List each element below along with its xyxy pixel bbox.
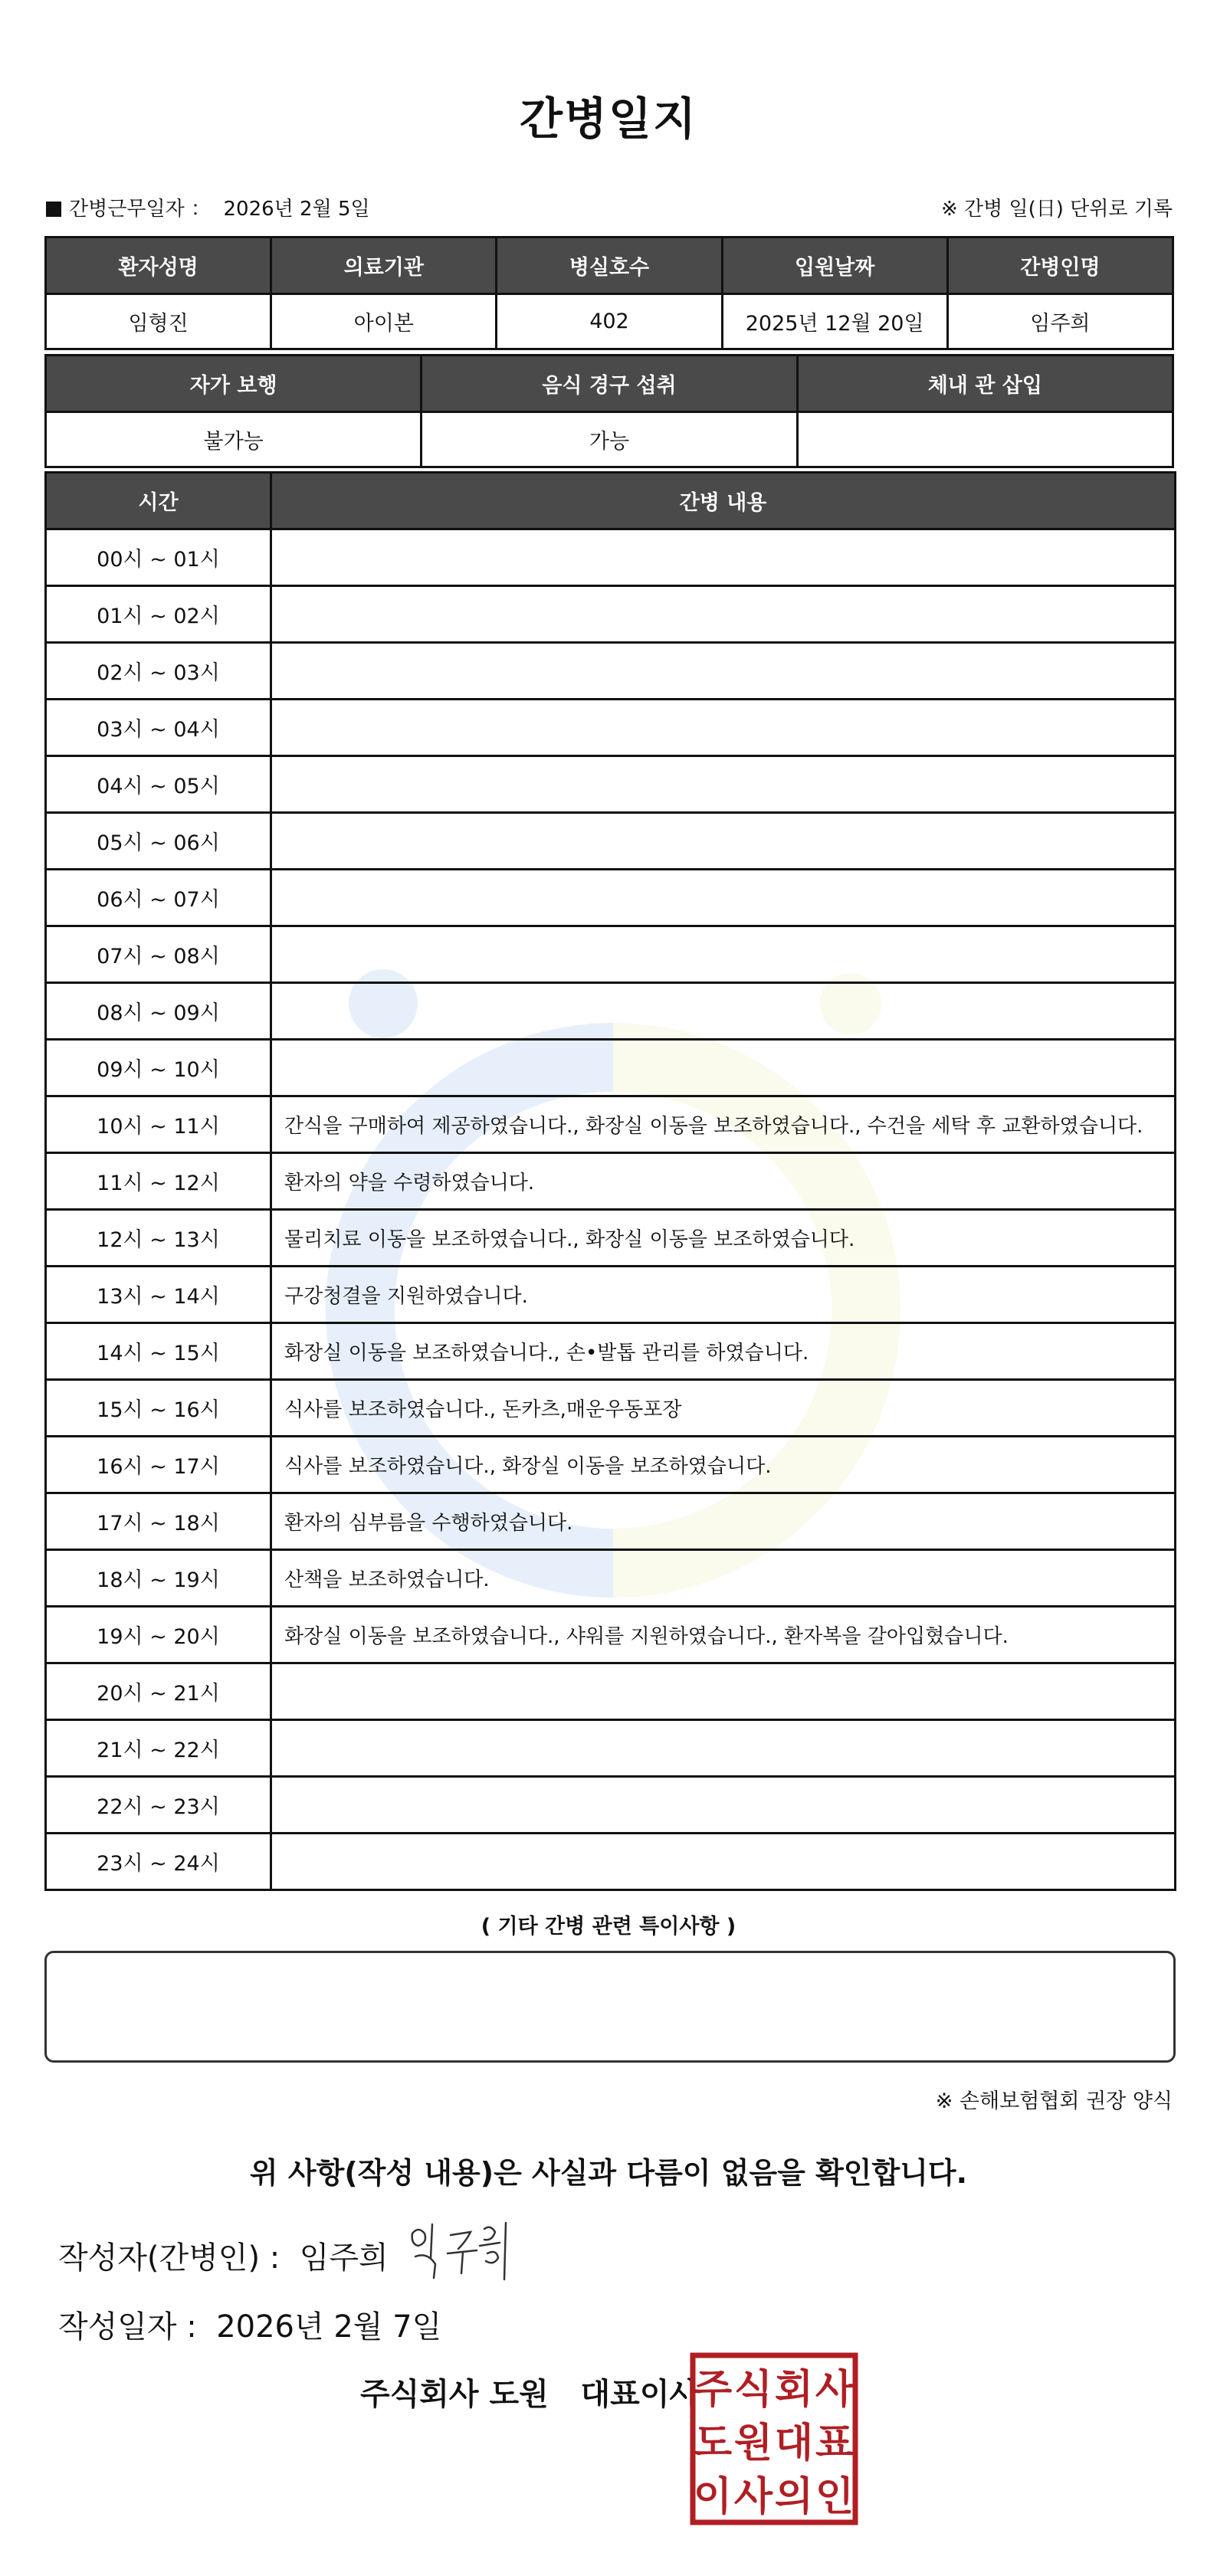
- writer-line: [58, 2234, 389, 2277]
- log-row: [46, 1493, 1176, 1550]
- log-time: 14시 ~ 15시: [46, 1323, 271, 1380]
- log-row: [46, 870, 1176, 926]
- seal-character: 주: [693, 2367, 733, 2413]
- hospital-name: 아이본: [271, 294, 497, 349]
- log-row: [46, 1777, 1176, 1834]
- log-row: [46, 586, 1176, 643]
- log-content: [271, 1834, 1176, 1890]
- log-time: 15시 ~ 16시: [46, 1380, 271, 1437]
- caregiver-name: 임주희: [947, 294, 1173, 349]
- log-row: [46, 700, 1176, 756]
- log-time: 08시 ~ 09시: [46, 983, 271, 1040]
- writer-name: 임주희: [299, 2240, 389, 2276]
- log-content: 산책을 보조하였습니다.: [271, 1550, 1176, 1607]
- seal-character: 도: [693, 2420, 733, 2466]
- header-self-walking: 자가 보행: [46, 356, 422, 412]
- log-content: 식사를 보조하였습니다., 화장실 이동을 보조하였습니다.: [271, 1437, 1176, 1493]
- patient-info-table: [44, 236, 1174, 350]
- written-date-value: 2026년 2월 7일: [216, 2309, 442, 2345]
- log-row: [46, 1437, 1176, 1493]
- log-row: [46, 1720, 1176, 1777]
- log-row: [46, 1663, 1176, 1720]
- log-time: 06시 ~ 07시: [46, 870, 271, 926]
- log-row: [46, 1267, 1176, 1323]
- log-time: 02시 ~ 03시: [46, 643, 271, 700]
- tube-insertion-value: [797, 412, 1173, 467]
- seal-character: 인: [815, 2474, 855, 2520]
- log-time: 10시 ~ 11시: [46, 1096, 271, 1153]
- log-time: 03시 ~ 04시: [46, 700, 271, 756]
- log-time: 04시 ~ 05시: [46, 756, 271, 813]
- header-admission-date: 입원날짜: [722, 238, 947, 294]
- seal-character: 회: [774, 2367, 814, 2413]
- writer-label: 작성자(간병인) :: [58, 2240, 280, 2276]
- log-row: [46, 1380, 1176, 1437]
- seal-character: 사: [815, 2367, 855, 2413]
- log-content: [271, 756, 1176, 813]
- log-time: 20시 ~ 21시: [46, 1663, 271, 1720]
- log-time: 07시 ~ 08시: [46, 926, 271, 983]
- log-time: 11시 ~ 12시: [46, 1153, 271, 1210]
- log-content: [271, 529, 1176, 586]
- log-row: [46, 926, 1176, 983]
- log-content: [271, 870, 1176, 926]
- written-date-line: [58, 2302, 441, 2346]
- room-number: 402: [497, 294, 722, 349]
- log-row: [46, 1550, 1176, 1607]
- seal-character: 대: [774, 2420, 814, 2466]
- ceo-label: 대표이사: [580, 2377, 700, 2412]
- log-row: [46, 1040, 1176, 1096]
- log-time: 21시 ~ 22시: [46, 1720, 271, 1777]
- header-room: 병실호수: [497, 238, 722, 294]
- log-content: 구강청결을 지원하였습니다.: [271, 1267, 1176, 1323]
- log-content: 화장실 이동을 보조하였습니다., 샤워를 지원하였습니다., 환자복을 갈아입혔습니다.: [271, 1607, 1176, 1663]
- work-date-value: 2026년 2월 5일: [223, 198, 370, 221]
- work-date-label: 간병근무일자 ：: [69, 198, 211, 221]
- admission-date: 2025년 12월 20일: [722, 294, 947, 349]
- log-content: [271, 926, 1176, 983]
- work-date-line: [46, 193, 370, 221]
- log-time: 00시 ~ 01시: [46, 529, 271, 586]
- log-row: [46, 529, 1176, 586]
- log-row: [46, 813, 1176, 870]
- log-content: 물리치료 이동을 보조하였습니다., 화장실 이동을 보조하였습니다.: [271, 1210, 1176, 1267]
- log-time: 05시 ~ 06시: [46, 813, 271, 870]
- header-oral-intake: 음식 경구 섭취: [422, 356, 797, 412]
- square-bullet-icon: [46, 202, 61, 217]
- self-walking-value: 불가능: [46, 412, 422, 467]
- log-content: [271, 1720, 1176, 1777]
- company-line: [360, 2370, 699, 2414]
- log-time: 09시 ~ 10시: [46, 1040, 271, 1096]
- header-care-content: 간병 내용: [271, 473, 1176, 529]
- log-row: [46, 1323, 1176, 1380]
- header-time: 시간: [46, 473, 271, 529]
- log-row: [46, 756, 1176, 813]
- log-time: 22시 ~ 23시: [46, 1777, 271, 1834]
- confirmation-statement: 위 사항(작성 내용)은 사실과 다름이 없음을 확인합니다.: [249, 2156, 968, 2190]
- log-content: 간식을 구매하여 제공하였습니다., 화장실 이동을 보조하였습니다., 수건을 세탁 후 교환하였습니다.: [271, 1096, 1176, 1153]
- log-content: [271, 700, 1176, 756]
- seal-character: 표: [815, 2420, 855, 2466]
- log-time: 12시 ~ 13시: [46, 1210, 271, 1267]
- log-time: 01시 ~ 02시: [46, 586, 271, 643]
- seal-character: 사: [733, 2474, 773, 2520]
- log-row: [46, 1096, 1176, 1153]
- log-content: [271, 1777, 1176, 1834]
- oral-intake-value: 가능: [422, 412, 797, 467]
- log-row: [46, 1834, 1176, 1890]
- log-time: 23시 ~ 24시: [46, 1834, 271, 1890]
- log-content: 환자의 심부름을 수행하였습니다.: [271, 1493, 1176, 1550]
- seal-character: 식: [733, 2367, 773, 2413]
- seal-character: 이: [693, 2474, 733, 2520]
- notes-box: [44, 1951, 1176, 2063]
- patient-name: 임형진: [46, 294, 271, 349]
- handwritten-signature: [405, 2218, 520, 2287]
- company-seal-stamp: [690, 2352, 858, 2525]
- log-content: [271, 813, 1176, 870]
- log-content: 환자의 약을 수령하였습니다.: [271, 1153, 1176, 1210]
- log-row: [46, 983, 1176, 1040]
- log-content: [271, 983, 1176, 1040]
- log-time: 13시 ~ 14시: [46, 1267, 271, 1323]
- notes-title: ( 기타 간병 관련 특이사항 ): [481, 1915, 736, 1939]
- log-content: [271, 586, 1176, 643]
- header-caregiver-name: 간병인명: [947, 238, 1173, 294]
- log-content: 화장실 이동을 보조하였습니다., 손•발톱 관리를 하였습니다.: [271, 1323, 1176, 1380]
- log-time: 17시 ~ 18시: [46, 1493, 271, 1550]
- log-row: [46, 1153, 1176, 1210]
- seal-character: 원: [733, 2420, 773, 2466]
- log-content: [271, 1663, 1176, 1720]
- header-patient-name: 환자성명: [46, 238, 271, 294]
- care-log-table: [44, 471, 1176, 1891]
- log-row: [46, 1210, 1176, 1267]
- record-note: ※ 간병 일(日) 단위로 기록: [940, 198, 1173, 221]
- seal-character: 의: [774, 2474, 814, 2520]
- patient-status-table: [44, 354, 1174, 468]
- company-name: 주식회사 도원: [360, 2377, 549, 2412]
- header-hospital: 의료기관: [271, 238, 497, 294]
- association-note: ※ 손해보험협회 권장 양식: [935, 2089, 1173, 2113]
- log-time: 16시 ~ 17시: [46, 1437, 271, 1493]
- log-row: [46, 643, 1176, 700]
- log-content: 식사를 보조하였습니다., 돈카츠,매운우동포장: [271, 1380, 1176, 1437]
- document-title: 간병일지: [519, 93, 698, 145]
- log-row: [46, 1607, 1176, 1663]
- log-content: [271, 1040, 1176, 1096]
- header-tube-insertion: 체내 관 삽입: [797, 356, 1173, 412]
- log-time: 18시 ~ 19시: [46, 1550, 271, 1607]
- log-time: 19시 ~ 20시: [46, 1607, 271, 1663]
- log-content: [271, 643, 1176, 700]
- written-date-label: 작성일자 :: [58, 2309, 197, 2345]
